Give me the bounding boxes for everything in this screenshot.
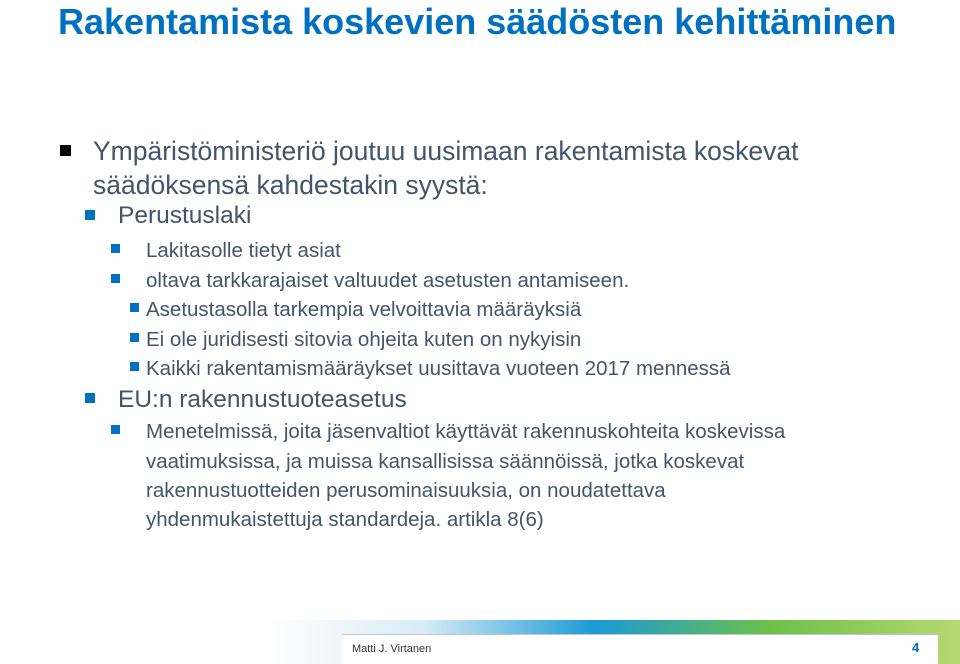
- bullet-square-icon: [60, 145, 71, 156]
- bullet-square-icon: [111, 274, 120, 283]
- bullet-text-level2: EU:n rakennustuoteasetus: [118, 386, 407, 413]
- bullet-square-icon: [130, 362, 139, 371]
- bullet-text-level3: Kaikki rakentamismääräykset uusittava vuoteen 2017 mennessä: [146, 357, 731, 380]
- bullet-text-level3-continued: yhdenmukaistettuja standardeja. artikla 8(6): [146, 508, 544, 531]
- bullet-text-level3-continued: rakennustuotteiden perusominaisuuksia, on noudatettava: [146, 479, 666, 502]
- bullet-text-level1-continued: säädöksensä kahdestakin syystä:: [93, 170, 488, 200]
- bullet-square-icon: [130, 303, 139, 312]
- bullet-square-icon: [111, 425, 120, 434]
- bullet-text-level3: Ei ole juridisesti sitovia ohjeita kuten on nykyisin: [146, 328, 582, 351]
- bullet-text-level3: Menetelmissä, joita jäsenvaltiot käyttävät rakennuskohteita koskevissa: [146, 420, 786, 443]
- bullet-square-icon: [130, 333, 139, 342]
- bullet-square-icon: [111, 244, 120, 253]
- bullet-text-level3: Lakitasolle tietyt asiat: [146, 239, 341, 262]
- bullet-square-icon: [85, 210, 95, 220]
- bullet-text-level1: Ympäristöministeriö joutuu uusimaan rakentamista koskevat: [93, 136, 799, 166]
- page-number: 4: [912, 640, 920, 655]
- slide-title: Rakentamista koskevien säädösten kehittäminen: [58, 1, 897, 42]
- bullet-text-level3: oltava tarkkarajaiset valtuudet asetusten antamiseen.: [146, 269, 630, 292]
- bullet-square-icon: [85, 393, 95, 403]
- footer-author: Matti J. Virtanen: [352, 643, 432, 655]
- footer-panel: [342, 634, 938, 664]
- bullet-text-level3: Asetustasolla tarkempia velvoittavia määräyksiä: [146, 298, 582, 321]
- bullet-text-level3-continued: vaatimuksissa, ja muissa kansallisissa säännöissä, jotka koskevat: [146, 450, 745, 473]
- bullet-text-level2: Perustuslaki: [118, 202, 252, 229]
